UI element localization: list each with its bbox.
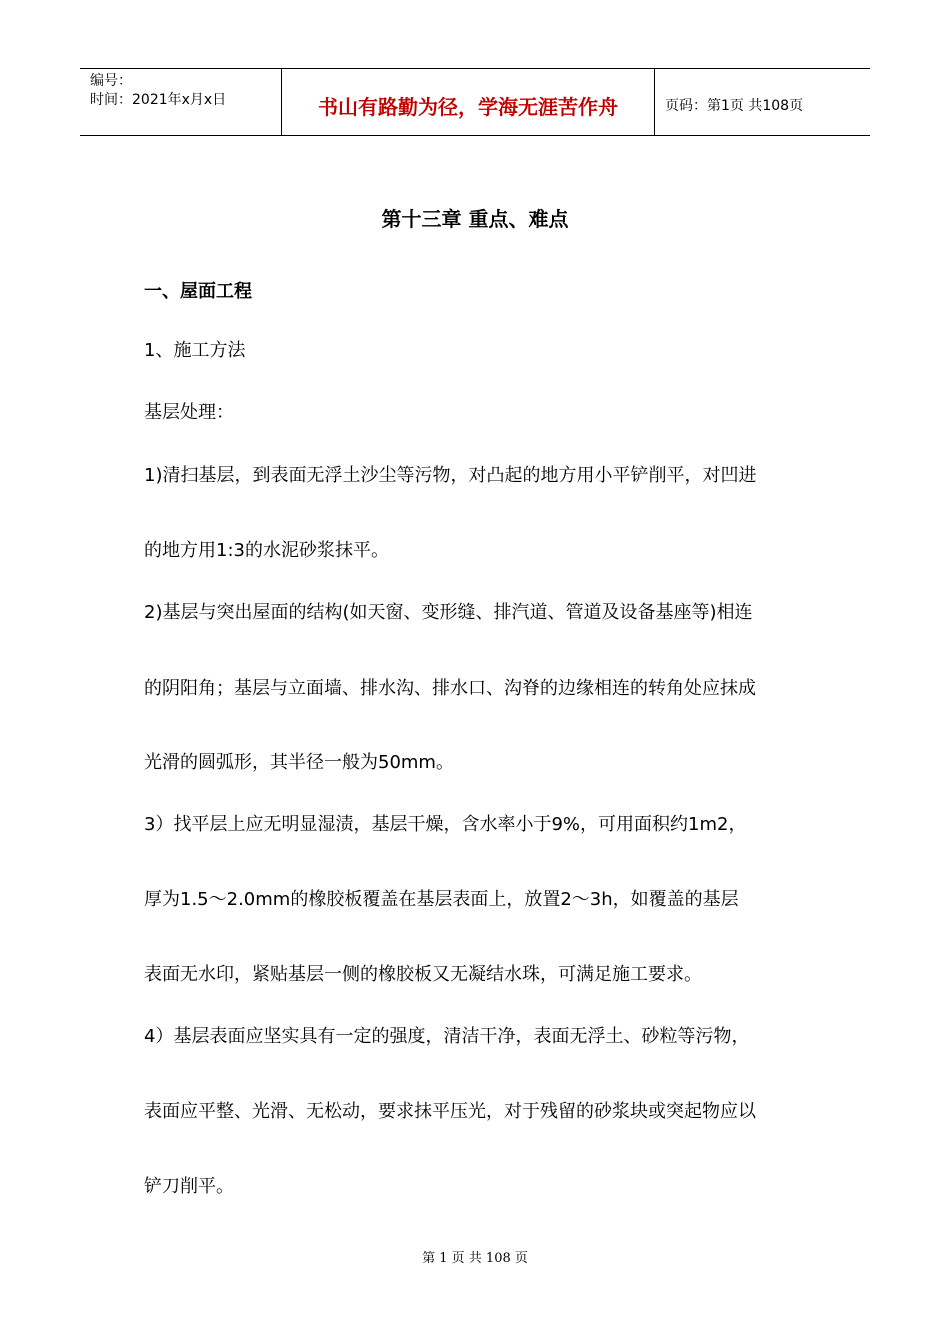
- text-line: 4）基层表面应坚实具有一定的强度，清洁干净，表面无浮土、砂粒等污物，: [144, 1026, 750, 1047]
- time-label: 时间：2021年x月x日: [90, 92, 227, 108]
- text-line: 3）找平层上应无明显湿渍，基层干燥，含水率小于9%，可用面积约1m2，: [144, 814, 747, 835]
- text-line: 1)清扫基层，到表面无浮土沙尘等污物，对凸起的地方用小平铲削平，对凹进: [144, 465, 757, 486]
- text-line: 厚为1.5～2.0mm的橡胶板覆盖在基层表面上，放置2～3h，如覆盖的基层: [144, 889, 739, 910]
- header-motto-cell: [282, 69, 655, 135]
- header-table: [80, 68, 870, 136]
- text-line: 铲刀削平。: [144, 1176, 234, 1197]
- page-info: 页码：第1页 共108页: [665, 98, 804, 114]
- subsection-heading: 1、施工方法: [144, 340, 246, 361]
- text-line: 的地方用1:3的水泥砂浆抹平。: [144, 540, 389, 561]
- text-line: 2)基层与突出屋面的结构(如天窗、变形缝、排汽道、管道及设备基座等)相连: [144, 602, 753, 623]
- paragraph-label: 基层处理：: [144, 402, 234, 423]
- text-line: 表面无水印，紧贴基层一侧的橡胶板又无凝结水珠，可满足施工要求。: [144, 964, 702, 985]
- header-left-cell: [80, 69, 282, 135]
- text-line: 表面应平整、光滑、无松动，要求抹平压光，对于残留的砂浆块或突起物应以: [144, 1101, 756, 1122]
- header-page-cell: [655, 69, 870, 135]
- text-line: 光滑的圆弧形，其半径一般为50mm。: [144, 752, 454, 773]
- page-footer: 第 1 页 共 108 页: [422, 1251, 528, 1266]
- text-line: 的阴阳角；基层与立面墙、排水沟、排水口、沟脊的边缘相连的转角处应抹成: [144, 678, 756, 699]
- number-label: 编号：: [90, 73, 132, 89]
- section-heading: 一、屋面工程: [144, 281, 252, 302]
- chapter-title: 第十三章 重点、难点: [381, 207, 569, 231]
- motto: 书山有路勤为径，学海无涯苦作舟: [318, 95, 618, 119]
